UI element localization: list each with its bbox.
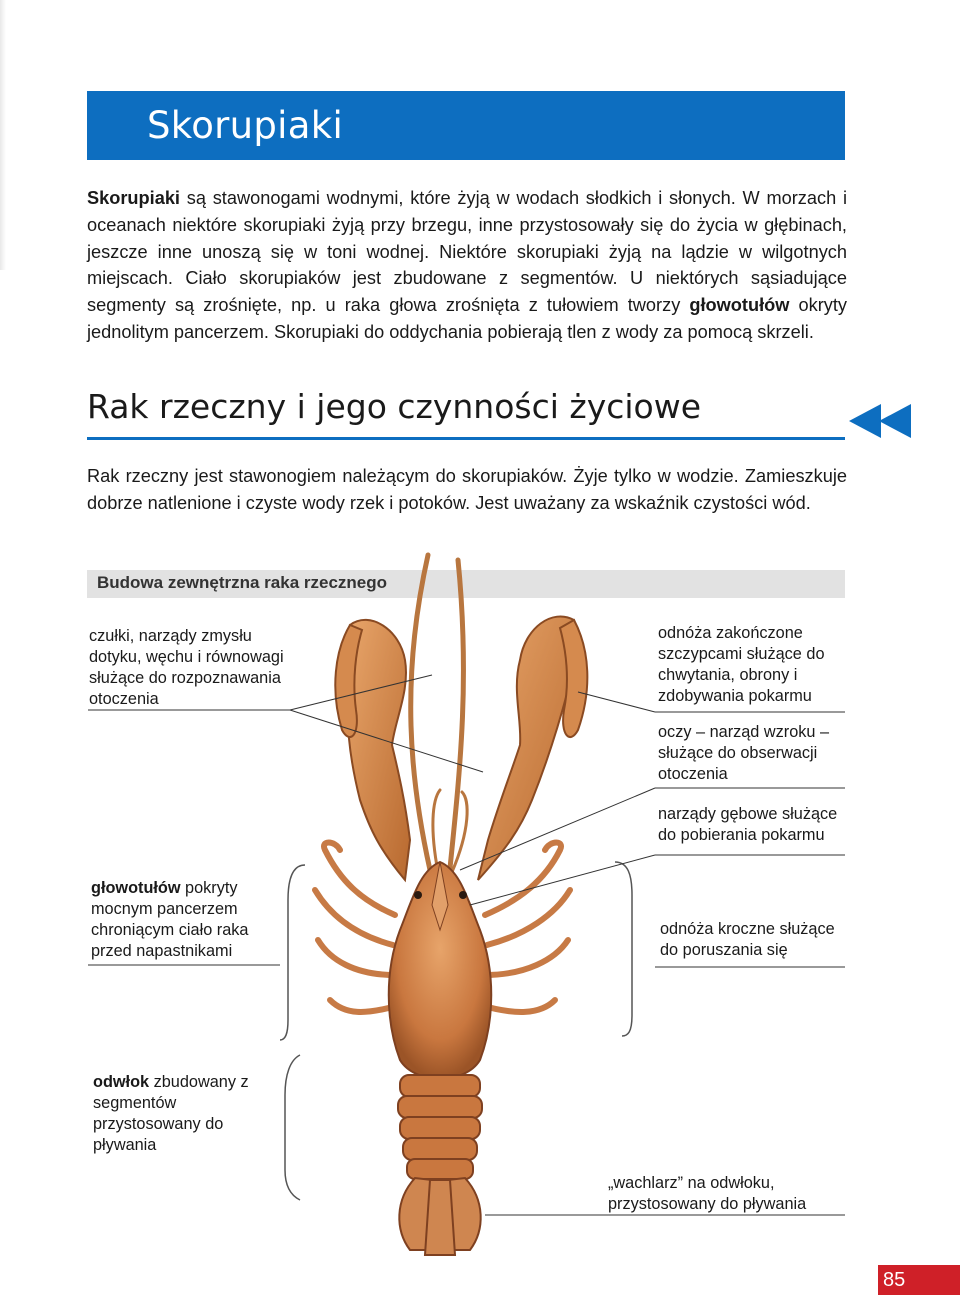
label-eyes: oczy – narząd wzroku – służące do obserwacji otoczenia: [658, 723, 830, 783]
label-cephalothorax: [91, 878, 266, 962]
page-edge-shadow: [0, 0, 6, 270]
cephalothorax: [389, 862, 492, 1079]
label-abdomen: [93, 1072, 253, 1156]
label-cephalothorax-term: głowotułów: [91, 879, 181, 897]
left-claw: [335, 620, 410, 880]
intro-paragraph: [87, 185, 847, 346]
intro-text-part1: są stawonogami wodnymi, które żyją w wodach słodkich i słonych. W morzach i oceanach niektóre skorupiaki żyją przy brzegu, inne przystosowały się do życia w głębinach, jeszcze inne unoszą się w toni wodnej. Niektóre skorupiaki żyją na lądzie w wilgotnych miejscach. Ciało skorupiaków jest zbudowane z segmentów. U niektórych sąsiadujące segmenty są zrośnięte, np. u raka głowa zrośnięta z tułowiem tworzy: [87, 188, 847, 316]
figure-title: Budowa zewnętrzna raka rzecznego: [97, 573, 388, 592]
tail-fan: [399, 1178, 480, 1255]
section-paragraph: Rak rzeczny jest stawonogiem należącym do skorupiaków. Żyje tylko w wodzie. Zamieszkuje dobrze natlenione i czyste wody rzek i potoków. Jest uważany za wskaźnik czystości wód.: [87, 466, 847, 513]
abdomen: [398, 1075, 482, 1179]
intro-term-cephalothorax: głowotułów: [689, 295, 790, 316]
double-arrow-left-icon: [845, 400, 915, 442]
intro-text-part2: okryty jednolitym pancerzem. Skorupiaki do oddychania pobierają tlen z wody za pomocą skrzeli.: [87, 295, 848, 342]
chapter-title: Skorupiaki: [147, 104, 344, 147]
intro-lead-term: Skorupiaki: [87, 188, 180, 208]
antennae: [411, 555, 467, 872]
label-abdomen-term: odwłok: [93, 1073, 150, 1091]
label-cephalothorax-text: pokryty mocnym pancerzem chroniącym ciało raka przed napastnikami: [91, 879, 249, 960]
label-claws: odnóża zakończone szczypcami służące do chwytania, obrony i zdobywania pokarmu: [658, 624, 825, 705]
page-number: 85: [878, 1265, 960, 1295]
label-abdomen-text: zbudowany z segmentów przystosowany do pływania: [93, 1073, 249, 1154]
chapter-title-bar: [87, 91, 845, 160]
right-claw: [478, 616, 587, 880]
label-walking-legs: odnóża kroczne służące do poruszania się: [660, 920, 835, 959]
section-title: Rak rzeczny i jego czynności życiowe: [87, 387, 702, 426]
label-mouthparts: narządy gębowe służące do pobierania pokarmu: [658, 805, 838, 844]
label-antennae: czułki, narządy zmysłu dotyku, węchu i równowagi służące do rozpoznawania otoczenia: [89, 627, 284, 708]
section-rule: [87, 437, 845, 440]
label-tail-fan: „wachlarz” na odwłoku, przystosowany do pływania: [608, 1174, 807, 1213]
